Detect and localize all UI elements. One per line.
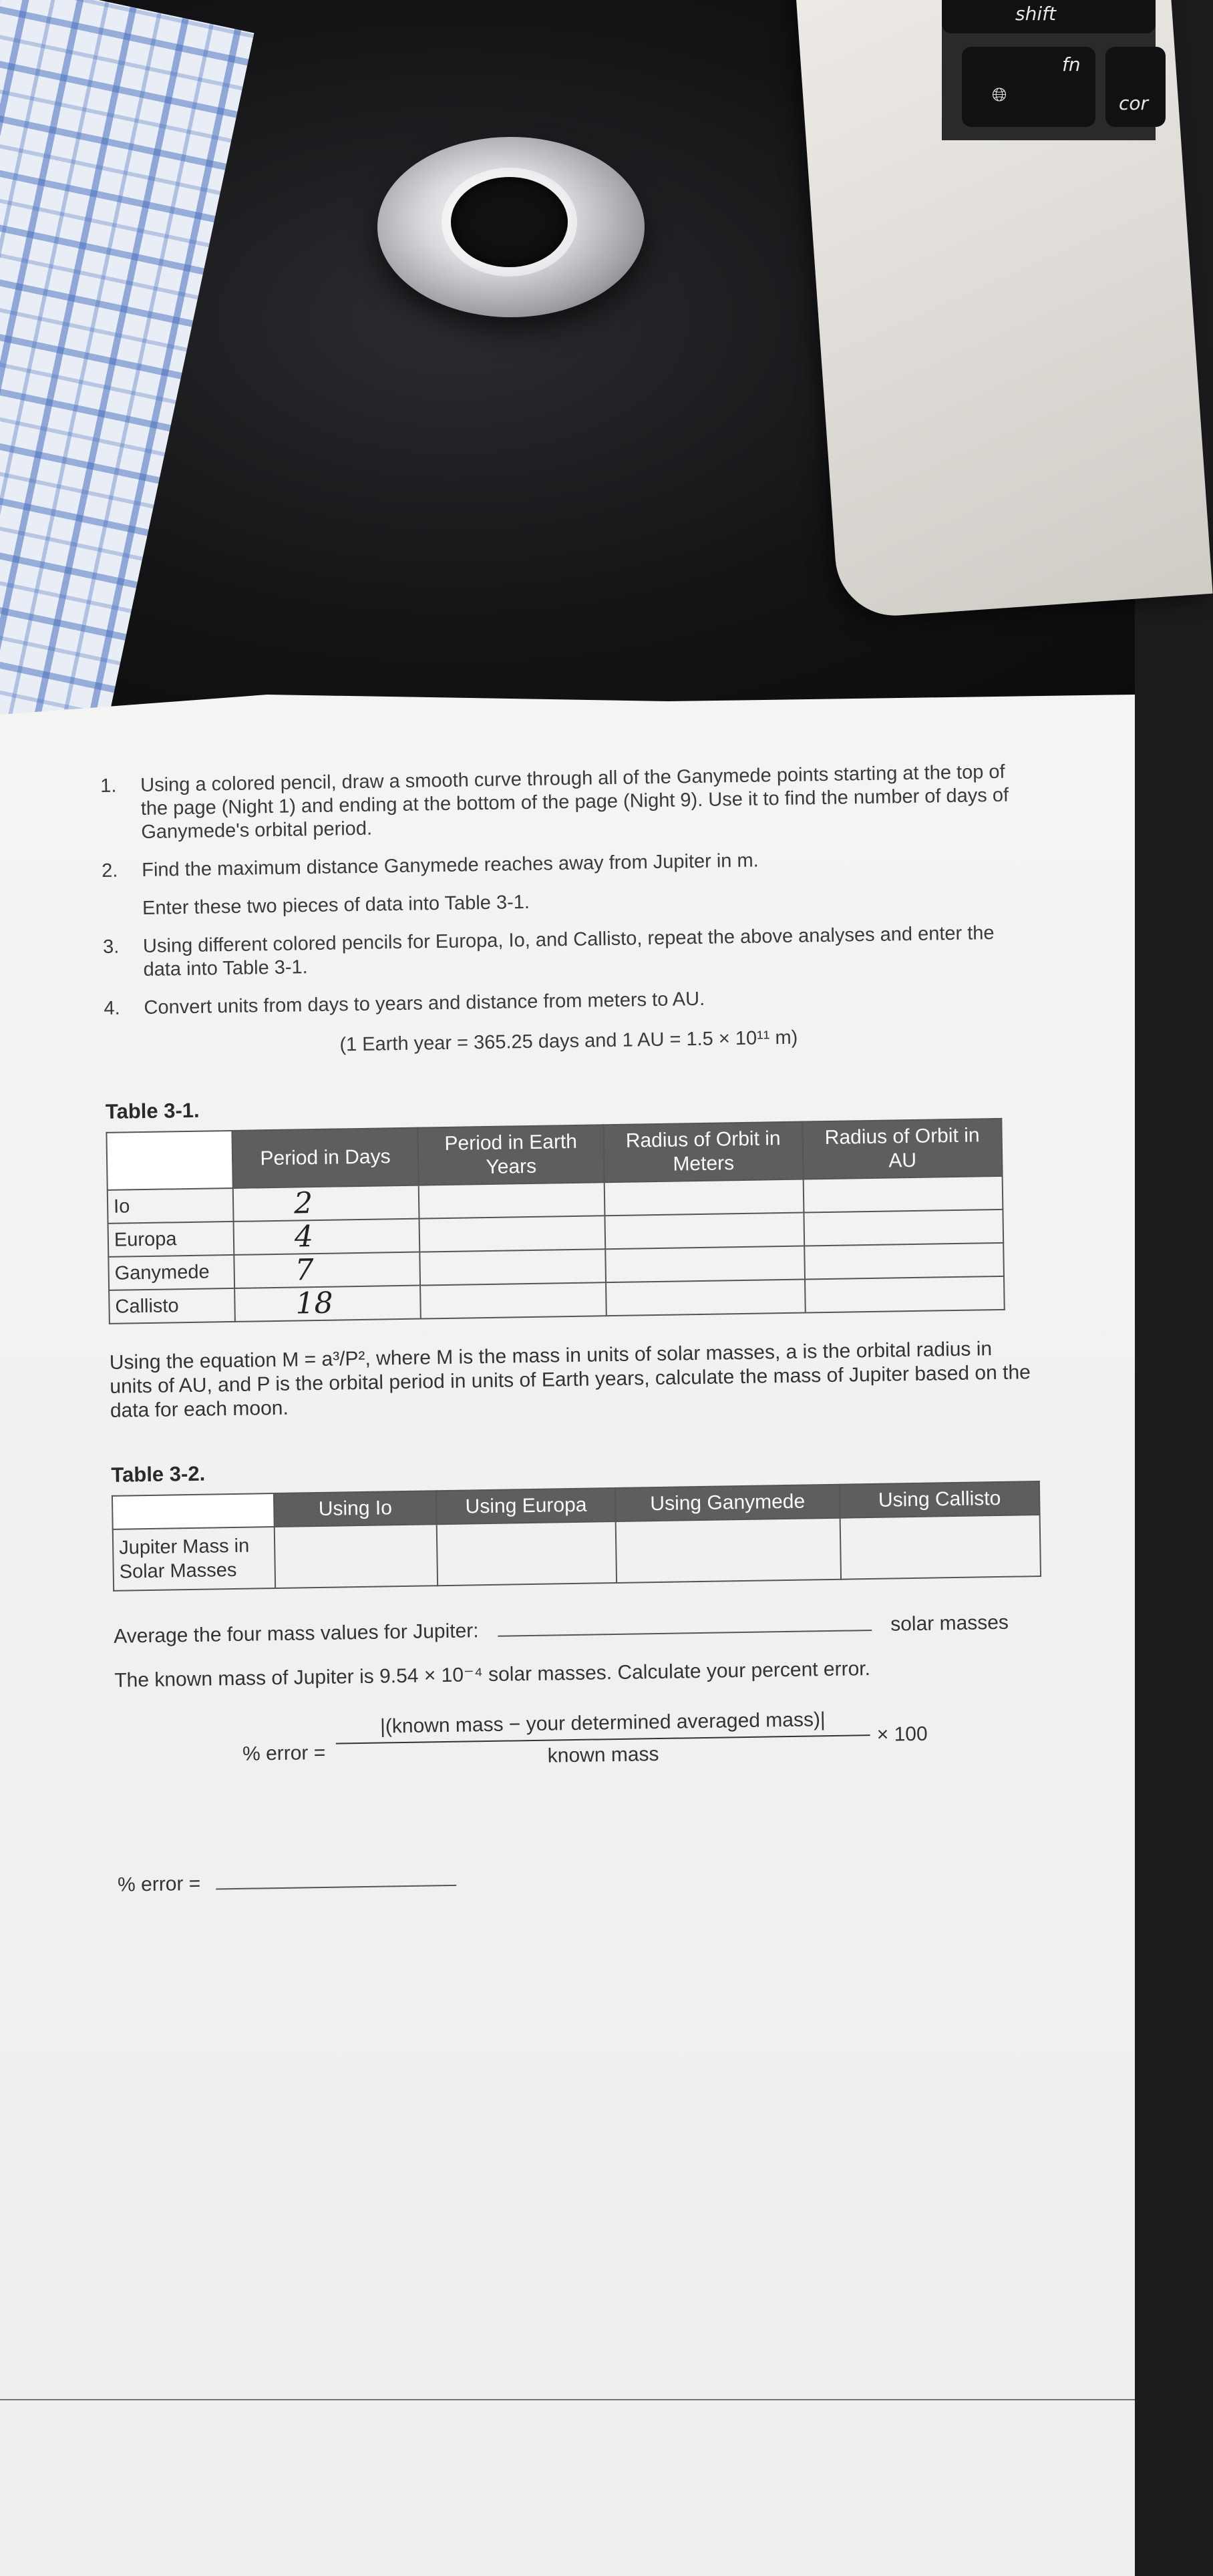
table-header-cell: Radius of Orbit in Meters [603, 1122, 803, 1183]
radius-meters-cell[interactable] [606, 1280, 806, 1316]
formula-lhs: % error = [242, 1741, 326, 1765]
instruction-number: 1. [100, 775, 117, 797]
radius-au-cell[interactable] [805, 1276, 1005, 1313]
period-days-value[interactable]: 7 [234, 1252, 420, 1288]
percent-error-blank[interactable] [216, 1885, 456, 1890]
instruction-text: Using a colored pencil, draw a smooth curve through all of the Ganymede points starting at the top of the page (Night 1) and ending at the bottom of the page (Night 9). Use it to find the number of days of Ganymede's orbital period. [140, 761, 1009, 844]
moon-name: Callisto [109, 1288, 235, 1324]
table-header-cell: Radius of Orbit in AU [802, 1119, 1002, 1179]
grommet-hole [451, 177, 568, 267]
table-header-cell: Using Io [274, 1491, 437, 1527]
shift-key-label: shift [1015, 3, 1056, 25]
period-days-value[interactable]: 4 [234, 1219, 420, 1255]
instruction-text: Using different colored pencils for Europa, Io, and Callisto, repeat the above analyses and enter the data into Table 3-1. [142, 922, 995, 981]
instruction-number: 3. [102, 936, 120, 958]
instruction-text: Convert units from days to years and distance from meters to AU. [144, 988, 705, 1019]
table-header-cell: Using Ganymede [615, 1485, 840, 1521]
desk-grommet [377, 137, 645, 317]
moon-name: Europa [108, 1222, 234, 1257]
table1-title: Table 3-1. [105, 1098, 200, 1123]
radius-meters-cell[interactable] [604, 1213, 804, 1250]
table-header-cell: Using Callisto [840, 1481, 1040, 1518]
table-header-cell [106, 1131, 232, 1190]
control-key-label: cor [1119, 92, 1149, 114]
radius-au-cell[interactable] [804, 1243, 1004, 1280]
table-3-1 [106, 1118, 1005, 1324]
period-years-cell[interactable] [420, 1282, 606, 1318]
radius-au-cell[interactable] [804, 1210, 1003, 1246]
instruction-number: 4. [104, 997, 120, 1019]
instruction-number: 2. [102, 860, 118, 882]
result-label: % error = [117, 1872, 201, 1896]
period-years-cell[interactable] [419, 1249, 606, 1285]
table-header-cell: Using Europa [436, 1488, 616, 1524]
fn-key-label: fn [1062, 53, 1081, 75]
control-key [1105, 47, 1166, 127]
mass-io-cell[interactable] [275, 1524, 438, 1588]
period-days-value[interactable]: 18 [234, 1286, 421, 1322]
period-days-value[interactable]: 2 [233, 1185, 419, 1222]
instruction-4 [104, 982, 1032, 1021]
page-divider [0, 2399, 1135, 2400]
average-unit: solar masses [890, 1611, 1009, 1636]
worksheet-content [100, 760, 1046, 1897]
shift-key [942, 0, 1156, 33]
radius-meters-cell[interactable] [605, 1246, 805, 1283]
moon-name: Ganymede [108, 1255, 234, 1290]
table-header-cell: Period in Earth Years [417, 1125, 604, 1185]
table-header-cell: Period in Days [232, 1128, 418, 1188]
moon-name: Io [108, 1188, 234, 1224]
mass-ganymede-cell[interactable] [616, 1518, 841, 1583]
mass-callisto-cell[interactable] [840, 1515, 1041, 1580]
enter-data-line: Enter these two pieces of data into Table 3-1. [142, 891, 530, 920]
laptop-keys [942, 0, 1156, 140]
globe-icon: 🌐︎ [992, 83, 1007, 106]
average-line [114, 1610, 1042, 1649]
period-years-cell[interactable] [419, 1182, 605, 1218]
instruction-1 [100, 760, 1029, 845]
row-label: Jupiter Mass in Solar Masses [113, 1527, 275, 1591]
instruction-text: Find the maximum distance Ganymede reaches away from Jupiter in m. [142, 850, 759, 882]
fn-key [962, 47, 1095, 127]
table-header-cell [112, 1493, 275, 1529]
instruction-3 [103, 921, 1032, 982]
instruction-2 [102, 845, 1030, 883]
percent-error-formula [115, 1705, 1045, 1793]
equation-paragraph: Using the equation M = a³/P², where M is the mass in units of solar masses, a is the orbital radius in units of AU, and P is the orbital period in units of Earth years, calculate the mass of Jupiter based on the data for each moon. [109, 1338, 1031, 1422]
radius-meters-cell[interactable] [604, 1179, 804, 1216]
conversion-line: (1 Earth year = 365.25 days and 1 AU = 1.5 × 10¹¹ m) [339, 1027, 798, 1056]
average-label: Average the four mass values for Jupiter: [114, 1620, 479, 1648]
period-years-cell[interactable] [419, 1216, 605, 1252]
formula-multiplier: × 100 [876, 1722, 928, 1746]
known-mass-line: The known mass of Jupiter is 9.54 × 10⁻⁴ solar masses. Calculate your percent error. [114, 1658, 871, 1692]
table-3-2 [112, 1481, 1041, 1592]
average-answer-blank[interactable] [498, 1630, 872, 1637]
radius-au-cell[interactable] [804, 1176, 1003, 1213]
mass-europa-cell[interactable] [437, 1521, 617, 1586]
formula-numerator: |(known mass − your determined averaged mass)| [379, 1708, 826, 1738]
table2-title: Table 3-2. [111, 1461, 206, 1487]
formula-denominator: known mass [547, 1743, 659, 1767]
